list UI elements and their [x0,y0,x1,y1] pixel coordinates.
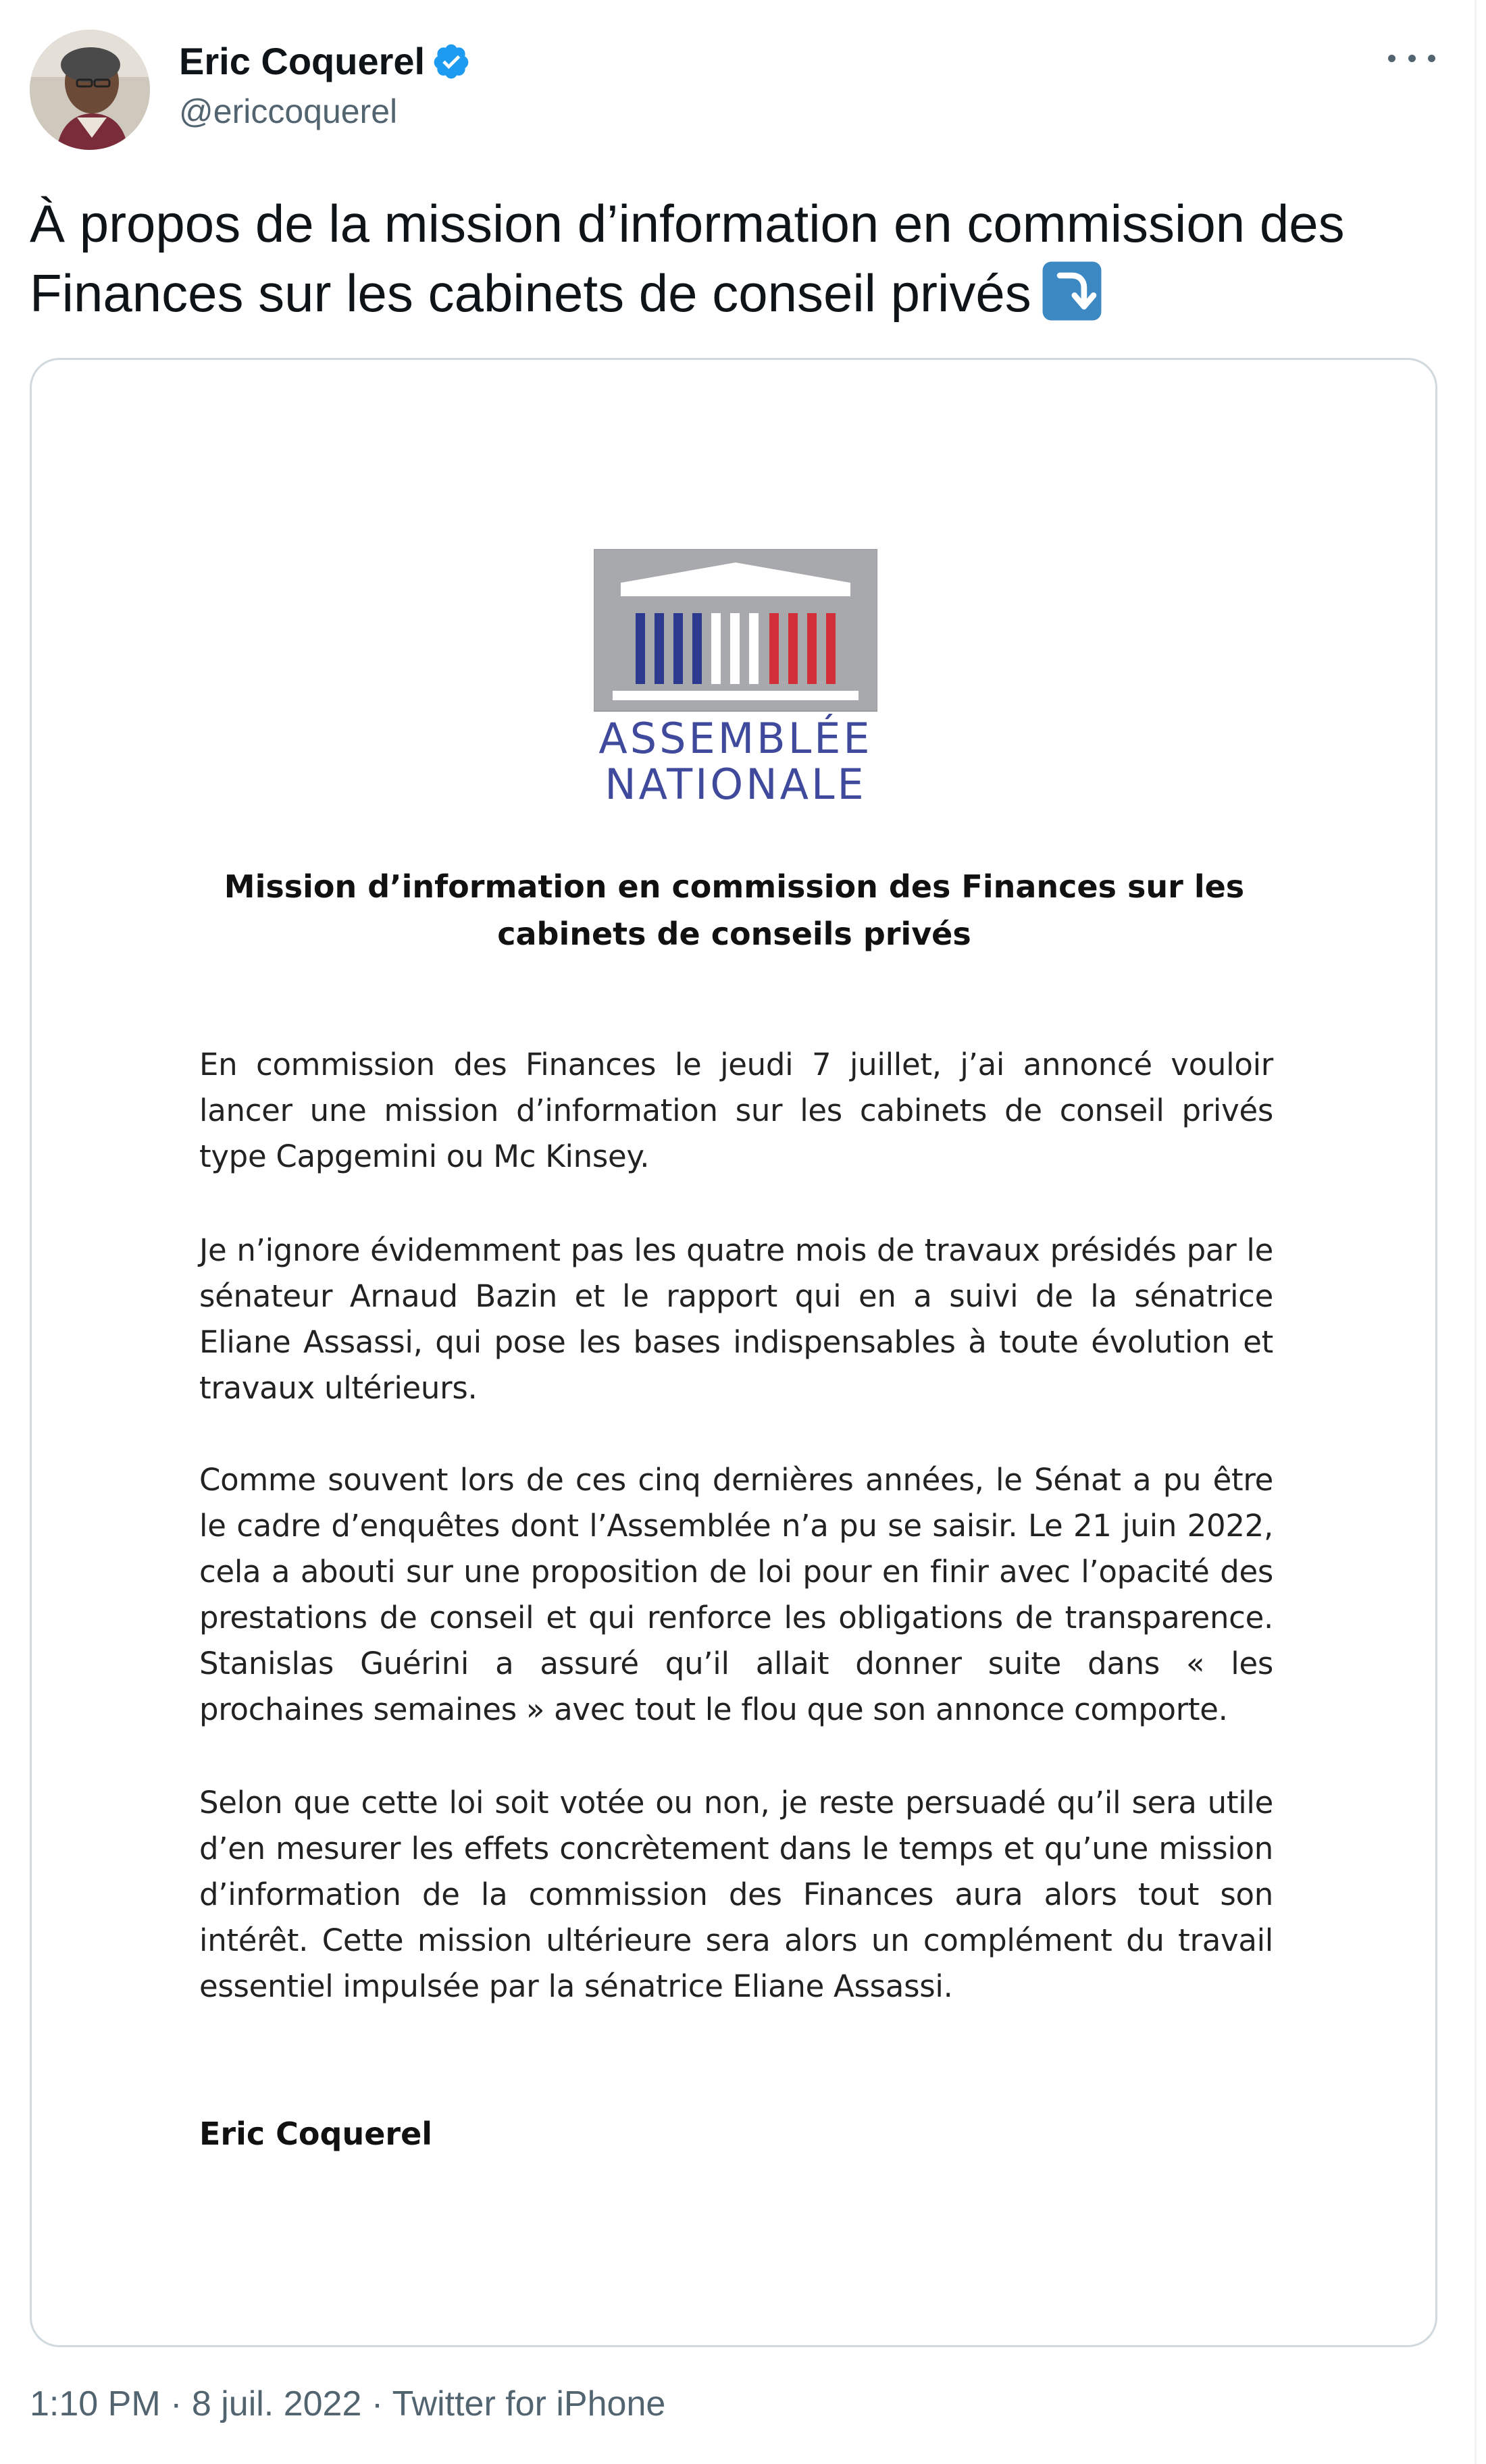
document-paragraph-3: Comme souvent lors de ces cinq dernières années, le Sénat a pu être le cadre d’enquêtes dont l’Assemblée n’a pu se saisir. Le 21 juin 2022, cela a abouti sur une proposition de loi pour en finir avec l’opacité des prestations de conseil et qui renforce les obligations de transparence. Stanislas Guérini a assuré qu’il allait donner suite dans « les prochaines semaines » avec tout le flou que son annonce comporte. [199,1462,1273,1727]
logo-line2: NATIONALE [605,760,867,806]
more-options-icon [1388,55,1395,62]
document-paragraph-4: Selon que cette loi soit votée ou non, je reste persuadé qu’il sera utile d’en mesurer les effets concrètement dans le temps et qu’une mission d’information de la commission des Finances aura alors tout son intérêt. Cette mission ultérieure sera alors un complément du travail essentiel impulsée par la sénatrice Eliane Assassi. [199,1785,1273,2004]
author-name[interactable] [179,39,471,83]
more-options-button[interactable] [1388,45,1435,72]
timeline-border [1475,0,1477,2464]
assemblee-nationale-logo [594,549,877,806]
more-options-icon-dot [1408,55,1416,62]
more-options-icon-dot [1428,55,1435,62]
author-name-text[interactable]: Eric Coquerel [179,40,426,82]
arrow-curving-down-emoji-icon [1041,260,1103,322]
document-title: Mission d’information en commission des Finances sur les cabinets de conseils privés [224,868,1245,952]
verified-badge-icon [432,42,471,81]
tweet-media-image[interactable] [30,358,1437,2347]
tweet-text-content: À propos de la mission d’information en commission des Finances sur les cabinets de conseil privés [30,194,1345,323]
tweet-metadata[interactable]: 1:10 PM · 8 juil. 2022 · Twitter for iPhone [30,2384,666,2423]
person-avatar-icon [30,30,150,150]
tweet-text [30,189,1448,328]
author-handle[interactable]: @ericcoquerel [179,93,398,130]
document-paragraph-1: En commission des Finances le jeudi 7 juillet, j’ai annoncé vouloir lancer une mission d’information sur les cabinets de conseil privés type Capgemini ou Mc Kinsey. [199,1047,1273,1174]
logo-line1: ASSEMBLÉE [598,714,873,763]
document-paragraph-2: Je n’ignore évidemment pas les quatre mois de travaux présidés par le sénateur Arnaud Bazin et le rapport qui en a suivi de la sénatrice Eliane Assassi, qui pose les bases indispensables à toute évolution et travaux ultérieurs. [199,1232,1273,1406]
document-signature: Eric Coquerel [199,2116,433,2152]
avatar[interactable] [30,30,150,150]
